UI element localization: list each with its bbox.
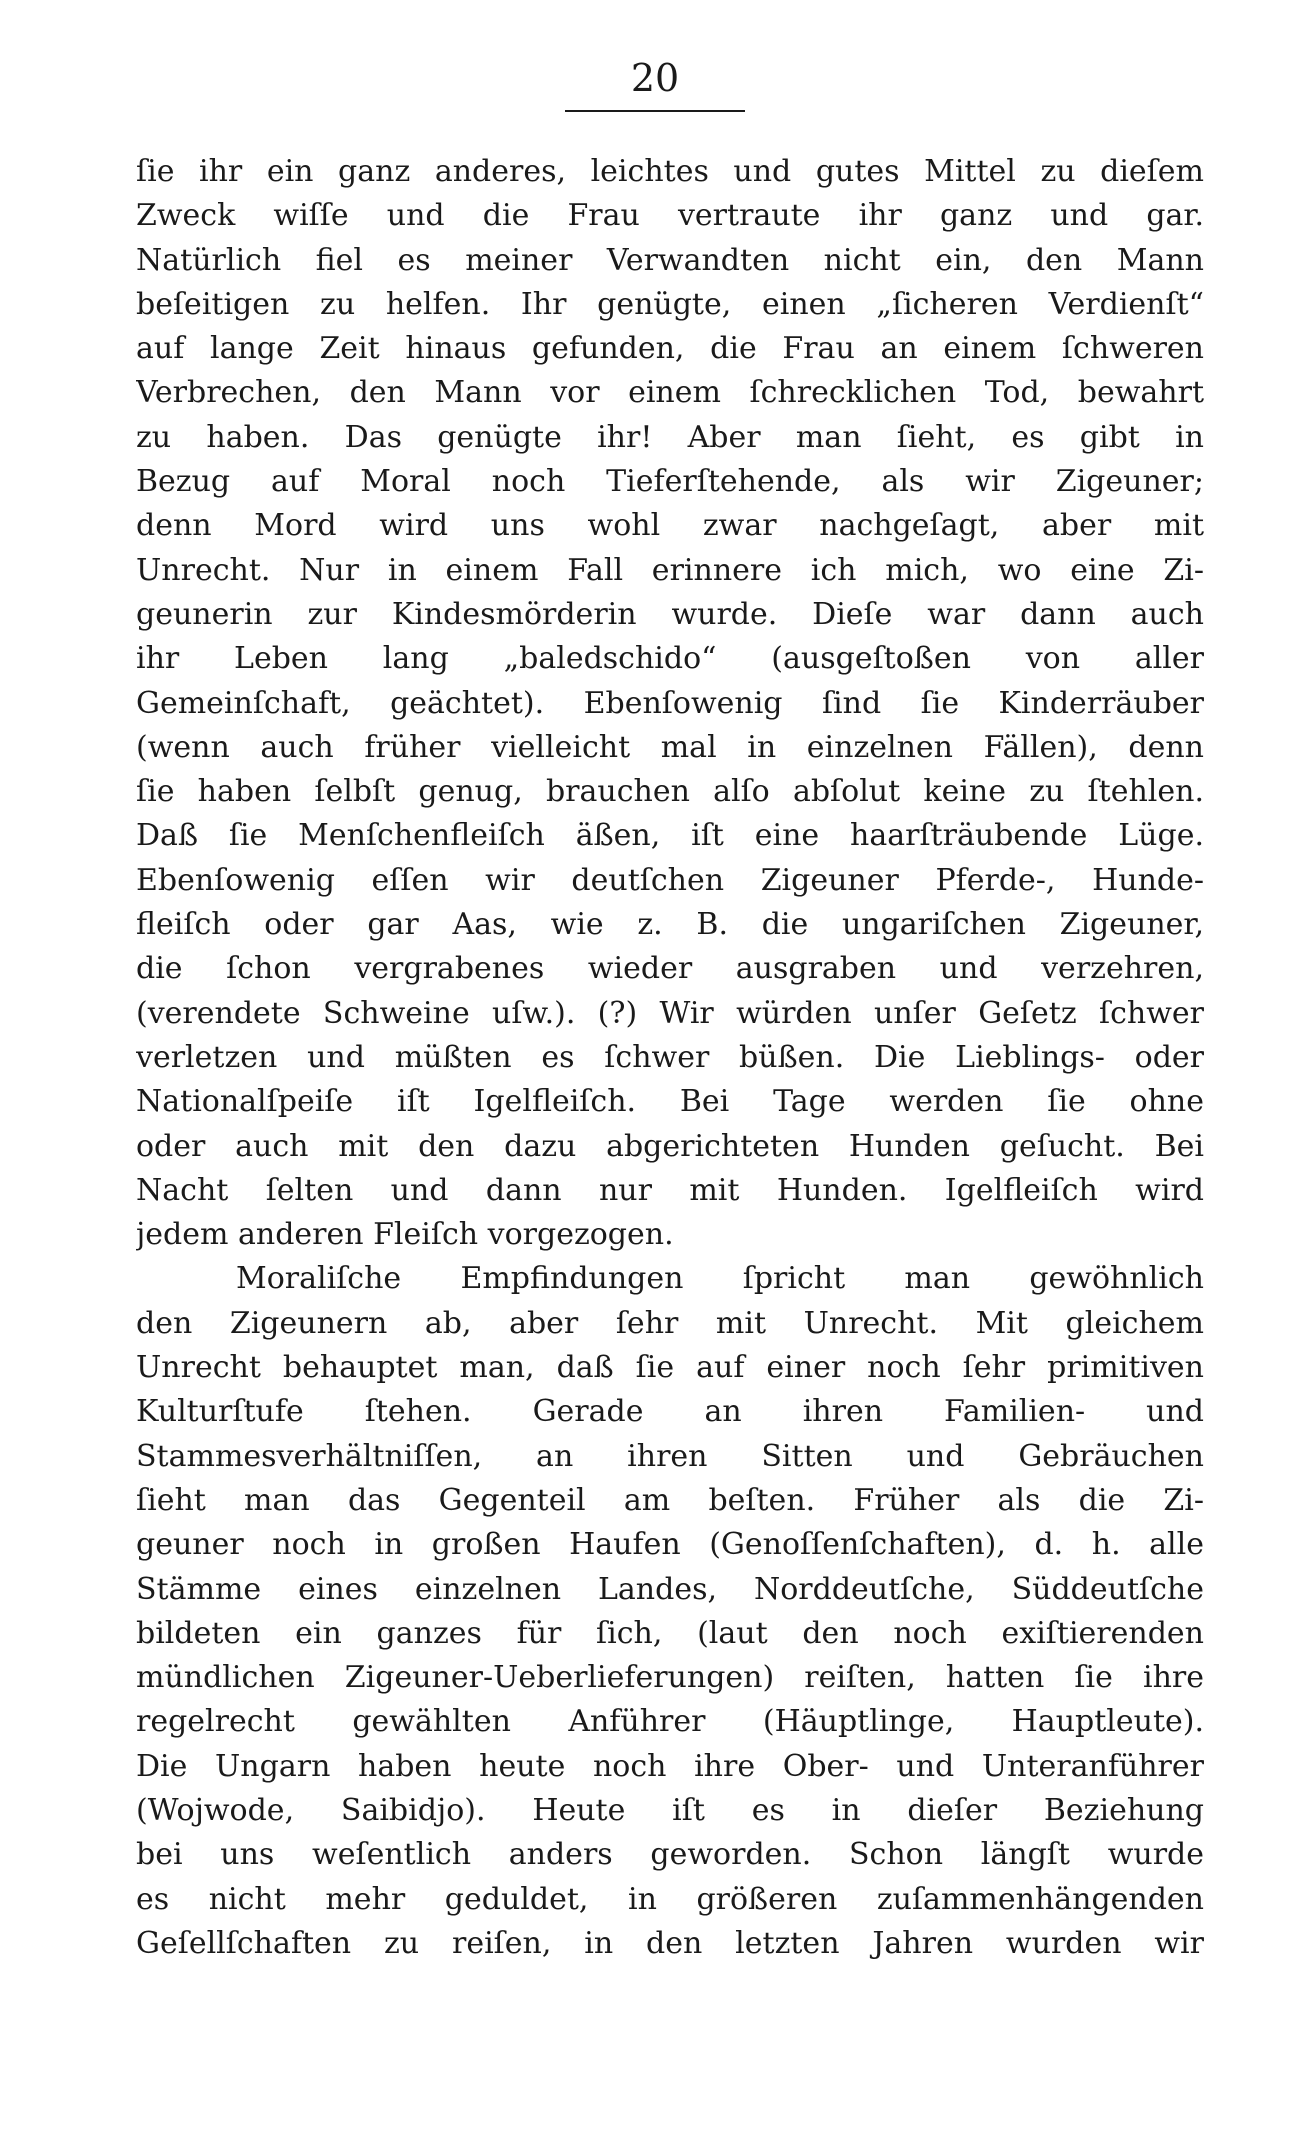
text-line: denn Mord wird uns wohl zwar nachgeſagt, aber mit xyxy=(136,508,1204,544)
text-line: ſieht man das Gegenteil am beſten. Früher als die Zi- xyxy=(136,1482,1204,1518)
text-line: Nacht ſelten und dann nur mit Hunden. Igelfleiſch wird xyxy=(136,1172,1204,1208)
text-line: Stämme eines einzelnen Landes, Norddeutſche, Süddeutſche xyxy=(136,1571,1204,1607)
page-number: 20 xyxy=(630,56,680,100)
text-line: mündlichen Zigeuner-Ueberlieferungen) reiſten, hatten ſie ihre xyxy=(136,1660,1204,1696)
body-text xyxy=(136,150,1204,1966)
text-line: ihr Leben lang „baledschido“ (ausgeſtoßen von aller xyxy=(136,641,1204,677)
text-line: fleiſch oder gar Aas, wie z. B. die ungariſchen Zigeuner, xyxy=(136,907,1204,943)
text-line: Verbrechen, den Mann vor einem ſchrecklichen Tod, bewahrt xyxy=(136,375,1204,411)
text-line: Unrecht. Nur in einem Fall erinnere ich mich, wo eine Zi- xyxy=(136,552,1204,588)
text-line: Geſellſchaften zu reiſen, in den letzten Jahren wurden wir xyxy=(136,1925,1204,1961)
page-number-rule xyxy=(565,110,745,112)
text-line: jedem anderen Fleiſch vorgezogen. xyxy=(136,1217,674,1253)
text-line: Stammesverhältniſſen, an ihren Sitten und Gebräuchen xyxy=(136,1438,1204,1474)
text-line: (Wojwode, Saibidjo). Heute iſt es in dieſer Beziehung xyxy=(136,1792,1204,1828)
text-line: auf lange Zeit hinaus gefunden, die Frau an einem ſchweren xyxy=(136,331,1204,367)
text-line: ſie ihr ein ganz anderes, leichtes und gutes Mittel zu dieſem xyxy=(136,154,1204,189)
text-line: Ebenſowenig eſſen wir deutſchen Zigeuner Pferde-, Hunde- xyxy=(136,862,1204,898)
text-line: Natürlich fiel es meiner Verwandten nicht ein, den Mann xyxy=(136,242,1204,278)
text-line: verletzen und müßten es ſchwer büßen. Die Lieblings- oder xyxy=(136,1039,1204,1075)
text-line: Die Ungarn haben heute noch ihre Ober- und Unteranführer xyxy=(136,1748,1204,1784)
paragraph-2 xyxy=(136,1257,1204,1966)
text-line: geunerin zur Kindesmörderin wurde. Dieſe war dann auch xyxy=(136,596,1204,632)
text-line: zu haben. Das genügte ihr! Aber man ſieht, es gibt in xyxy=(136,419,1204,455)
text-line: Bezug auf Moral noch Tieferſtehende, als wir Zigeuner; xyxy=(136,464,1204,500)
paragraph-1 xyxy=(136,150,1204,1257)
text-line: bei uns weſentlich anders geworden. Schon längſt wurde xyxy=(136,1837,1204,1873)
text-line: Gemeinſchaft, geächtet). Ebenſowenig ſind ſie Kinderräuber xyxy=(136,685,1204,721)
text-line: oder auch mit den dazu abgerichteten Hunden geſucht. Bei xyxy=(136,1128,1204,1164)
text-line: (verendete Schweine uſw.). (?) Wir würden unſer Geſetz ſchwer xyxy=(136,995,1204,1031)
text-line: Moraliſche Empfindungen ſpricht man gewöhnlich xyxy=(236,1261,1204,1297)
text-line: (wenn auch früher vielleicht mal in einzelnen Fällen), denn xyxy=(136,729,1204,765)
text-line: Kulturſtufe ſtehen. Gerade an ihren Familien- und xyxy=(136,1394,1204,1430)
text-line: Unrecht behauptet man, daß ſie auf einer noch ſehr primitiven xyxy=(136,1350,1204,1386)
text-line: es nicht mehr geduldet, in größeren zuſammenhängenden xyxy=(136,1881,1204,1917)
text-line: bildeten ein ganzes für ſich, (laut den noch exiſtierenden xyxy=(136,1615,1204,1651)
text-line: den Zigeunern ab, aber ſehr mit Unrecht. Mit gleichem xyxy=(136,1305,1204,1341)
text-line: regelrecht gewählten Anführer (Häuptlinge, Hauptleute). xyxy=(136,1704,1204,1740)
text-line: die ſchon vergrabenes wieder ausgraben und verzehren, xyxy=(136,951,1204,987)
text-line: Nationalſpeiſe iſt Igelfleiſch. Bei Tage werden ſie ohne xyxy=(136,1084,1204,1120)
text-line: Daß ſie Menſchenfleiſch äßen, iſt eine haarſträubende Lüge. xyxy=(136,818,1204,854)
text-line: geuner noch in großen Haufen (Genoſſenſchaften), d. h. alle xyxy=(136,1527,1204,1563)
text-line: Zweck wiſſe und die Frau vertraute ihr ganz und gar. xyxy=(136,198,1204,234)
text-line: beſeitigen zu helfen. Ihr genügte, einen „ſicheren Verdienſt“ xyxy=(136,286,1204,322)
text-line: ſie haben ſelbſt genug, brauchen alſo abſolut keine zu ſtehlen. xyxy=(136,774,1204,810)
